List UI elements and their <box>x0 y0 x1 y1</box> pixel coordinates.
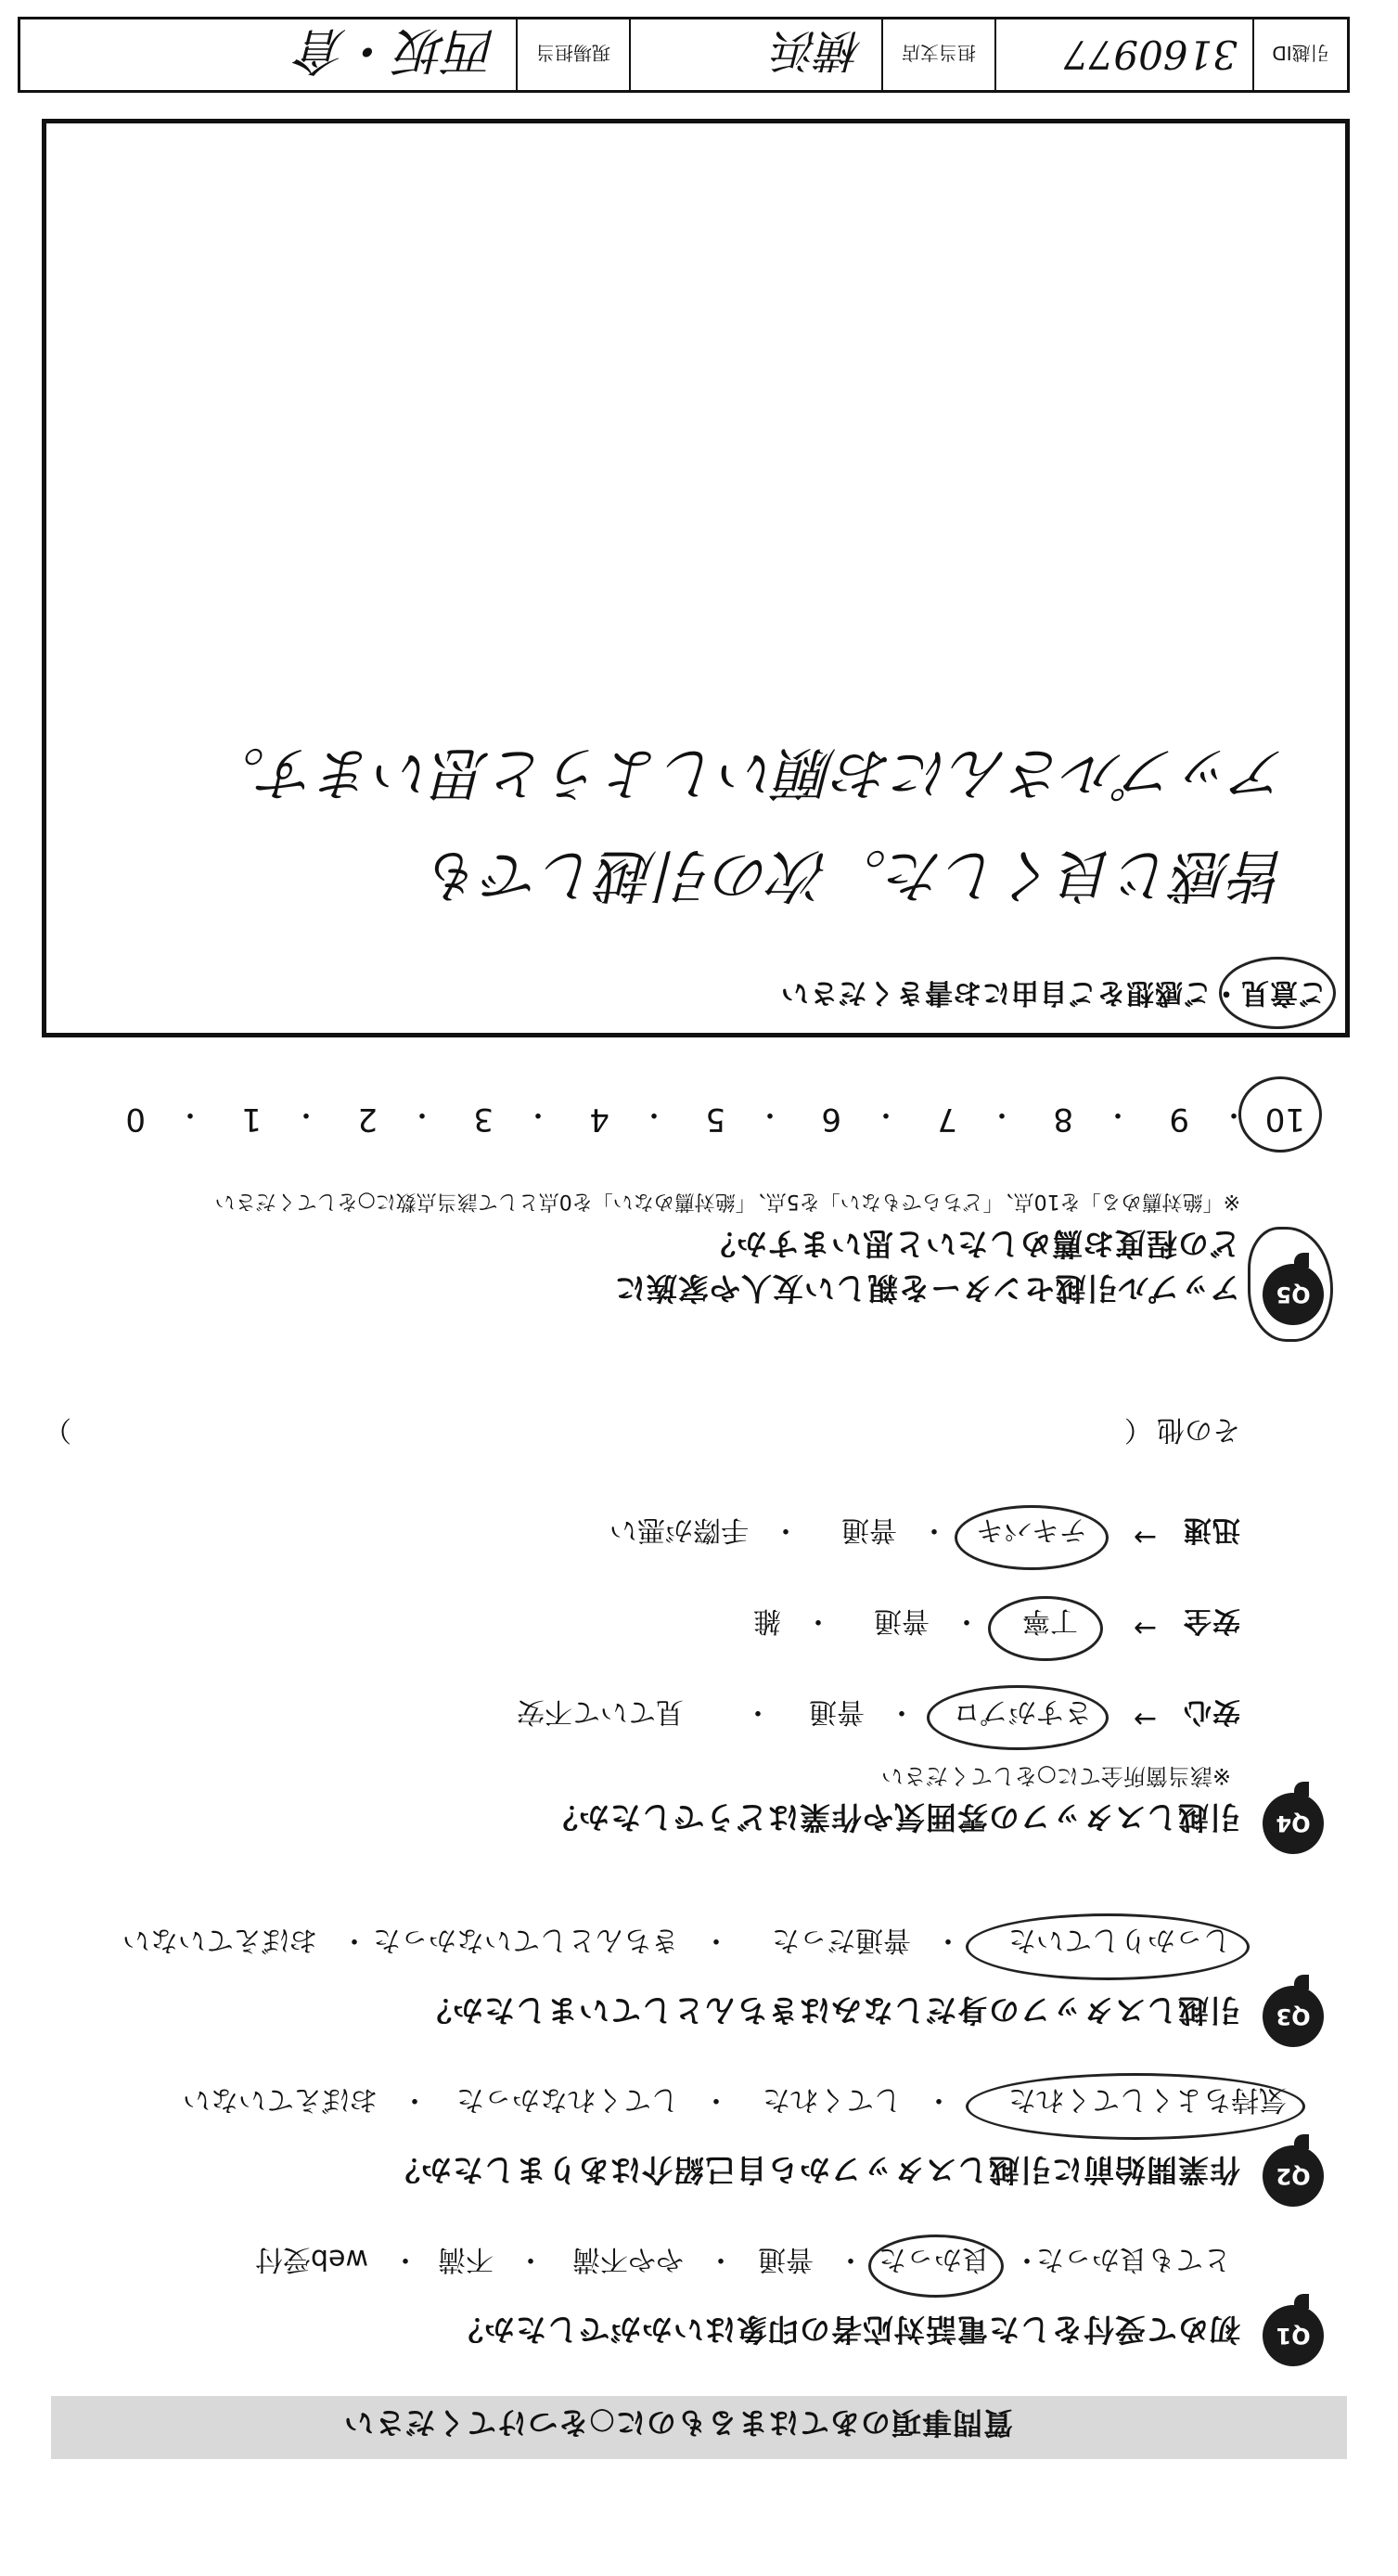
arrow-icon: → <box>1133 1521 1157 1553</box>
branch-label: 担当支店 <box>902 42 976 65</box>
q1-option[interactable]: web受付 <box>254 2243 368 2275</box>
q4-other-open-paren: （ <box>1124 1413 1152 1446</box>
separator-dot: ・ <box>1104 1098 1132 1130</box>
id-value: 3160977 <box>1063 32 1238 78</box>
q4-row-selected-circle <box>988 1596 1103 1661</box>
q5-note: ※「絶対薦める」を10点、「どちらでもない」を5点、「絶対薦めない」を0点として該当点数に○をしてください <box>214 1190 1240 1213</box>
q3-option[interactable]: 普通だった <box>772 1924 911 1956</box>
separator-dot: ・ <box>934 1924 962 1956</box>
separator-dot: ・ <box>744 1695 772 1728</box>
id-label: 引越ID <box>1272 42 1329 65</box>
separator-dot: ・ <box>925 2083 953 2116</box>
q4-other-close-paren: ） <box>44 1413 71 1446</box>
separator-dot: ・ <box>391 2243 419 2275</box>
q3-option[interactable]: きちんとしていなかった <box>373 1924 679 1956</box>
separator-dot: ・ <box>702 1924 730 1956</box>
footer-table <box>18 17 1350 93</box>
q5-score-option[interactable]: 6 <box>821 1101 841 1138</box>
q1-badge: Q1 <box>1263 2305 1324 2366</box>
branch-label-cell <box>881 19 994 90</box>
arrow-icon: → <box>1133 1703 1157 1735</box>
separator-dot: ・ <box>953 1604 981 1637</box>
q4-row-label: 迅速 <box>1183 1513 1240 1546</box>
separator-dot: ・ <box>408 1098 436 1130</box>
arrow-icon: → <box>1133 1612 1157 1644</box>
separator-dot: ・ <box>772 1513 800 1546</box>
separator-dot: ・ <box>837 2243 865 2275</box>
separator-dot: ・ <box>920 1513 948 1546</box>
q4-row-option[interactable]: 手際が悪い <box>609 1513 749 1546</box>
separator-dot: ・ <box>524 1098 552 1130</box>
q5-score-option[interactable]: 9 <box>1169 1101 1189 1138</box>
q3-option[interactable]: しっかりしていた <box>1008 1924 1231 1956</box>
q1-option[interactable]: やや不満 <box>572 2243 684 2275</box>
separator-dot: ・ <box>517 2243 545 2275</box>
q4-note: ※該当箇所全てに○をしてください <box>880 1763 1231 1789</box>
id-value-cell <box>994 19 1252 90</box>
staff-label-cell <box>516 19 629 90</box>
q5-score-option[interactable]: 0 <box>125 1101 146 1138</box>
separator-dot: ・ <box>640 1098 668 1130</box>
q1-option[interactable]: 普通 <box>758 2243 814 2275</box>
q4-row-option[interactable]: 見ていて不安 <box>517 1695 684 1728</box>
q5-score-option[interactable]: 10 <box>1264 1101 1305 1138</box>
q5-badge: Q5 <box>1263 1264 1324 1325</box>
separator-dot: ・ <box>988 1098 1016 1130</box>
q5-score-option[interactable]: 8 <box>1053 1101 1073 1138</box>
q5-score-option[interactable]: 3 <box>473 1101 494 1138</box>
q1-option[interactable]: 良かった <box>879 2243 990 2275</box>
q2-option[interactable]: おぼえていない <box>183 2083 378 2116</box>
separator-dot: ・ <box>1220 1098 1248 1130</box>
q4-question: 引越しスタッフの雰囲気や作業はどうでしたか？ <box>546 1799 1240 1835</box>
q2-question: 作業開始前に引越しスタッフから自己紹介はありましたか？ <box>389 2152 1240 2188</box>
q3-question: 引越しスタッフの身だしなみはきちんとしていましたか？ <box>420 1992 1240 2029</box>
comments-label: ご意見・ご感想をご自由にお書きください <box>780 976 1327 1009</box>
separator-dot: ・ <box>872 1098 900 1130</box>
id-label-cell <box>1252 19 1347 90</box>
q4-row-selected-circle <box>927 1685 1109 1750</box>
q4-row-option[interactable]: 普通 <box>874 1604 930 1637</box>
q3-selected-circle <box>966 1913 1250 1980</box>
comments-handwritten-line2: アップルさんにお願いしようと思います。 <box>207 740 1289 807</box>
q4-badge: Q4 <box>1263 1793 1324 1854</box>
separator-dot: ・ <box>707 2243 735 2275</box>
q2-selected-circle <box>966 2073 1305 2140</box>
instruction-text: 質問事項のあてはまるものに○をつけてください <box>343 2405 1013 2441</box>
q4-row-option[interactable]: テキパキ <box>976 1513 1087 1546</box>
q1-option[interactable]: とても良かった <box>1036 2243 1231 2275</box>
q4-row-option[interactable]: 普通 <box>841 1513 897 1546</box>
comments-handwritten-line1: 皆感じ良くした。次の引越しでも <box>426 842 1289 909</box>
separator-dot: ・ <box>401 2083 429 2116</box>
comments-label-circle <box>1219 957 1336 1029</box>
q4-row-selected-circle <box>955 1505 1109 1570</box>
separator-dot: ・ <box>702 2083 730 2116</box>
branch-value: 横浜 <box>773 24 863 77</box>
q3-option[interactable]: おぼえていない <box>122 1924 317 1956</box>
staff-value-cell <box>20 19 516 90</box>
q5-score-option[interactable]: 2 <box>357 1101 378 1138</box>
separator-dot: ・ <box>176 1098 204 1130</box>
staff-value: 西坂・倉 <box>297 21 497 81</box>
q5-score-option[interactable]: 5 <box>705 1101 725 1138</box>
q2-option[interactable]: してくれなかった <box>456 2083 679 2116</box>
q5-score-option[interactable]: 4 <box>589 1101 609 1138</box>
q2-badge: Q2 <box>1263 2145 1324 2207</box>
q2-option[interactable]: してくれた <box>763 2083 902 2116</box>
separator-dot: ・ <box>292 1098 320 1130</box>
q5-scale <box>25 1082 1324 1147</box>
q4-other-input[interactable] <box>71 1416 1120 1453</box>
q4-row-option[interactable]: 普通 <box>809 1695 865 1728</box>
q4-row-option[interactable]: さすがプロ <box>953 1695 1092 1728</box>
q5-question-line1: アップル引越センターを親しい友人や家族に <box>613 1270 1240 1307</box>
q1-selected-circle <box>868 2235 1004 2298</box>
q1-question: 初めて受付をした電話対応者の印象はいかがでしたか？ <box>452 2312 1240 2348</box>
q4-other-label: その他 <box>1157 1413 1240 1446</box>
branch-value-cell <box>629 19 881 90</box>
q5-score-option[interactable]: 7 <box>937 1101 957 1138</box>
q1-option[interactable]: 不満 <box>438 2243 494 2275</box>
q5-selected-circle <box>1238 1076 1322 1153</box>
q5-score-option[interactable]: 1 <box>241 1101 262 1138</box>
q5-handwritten-mark <box>1248 1227 1333 1342</box>
separator-dot: ・ <box>888 1695 916 1728</box>
staff-label: 現場担当 <box>536 42 610 65</box>
q3-badge: Q3 <box>1263 1986 1324 2047</box>
q4-row-label: 安全 <box>1183 1604 1240 1637</box>
separator-dot: ・ <box>756 1098 784 1130</box>
comments-box <box>42 119 1350 1037</box>
separator-dot: ・ <box>1013 2243 1041 2275</box>
q5-question-line2: どの程度お薦めしたいと思いますか？ <box>704 1226 1240 1262</box>
instruction-bar <box>51 2396 1347 2459</box>
separator-dot: ・ <box>340 1924 368 1956</box>
q4-row-option[interactable]: 丁寧 <box>1022 1604 1078 1637</box>
q4-row-option[interactable]: 雑 <box>753 1604 781 1637</box>
q4-row-label: 安心 <box>1183 1695 1240 1728</box>
q2-option[interactable]: 気持ちよくしてくれた <box>1008 2083 1287 2116</box>
separator-dot: ・ <box>804 1604 832 1637</box>
